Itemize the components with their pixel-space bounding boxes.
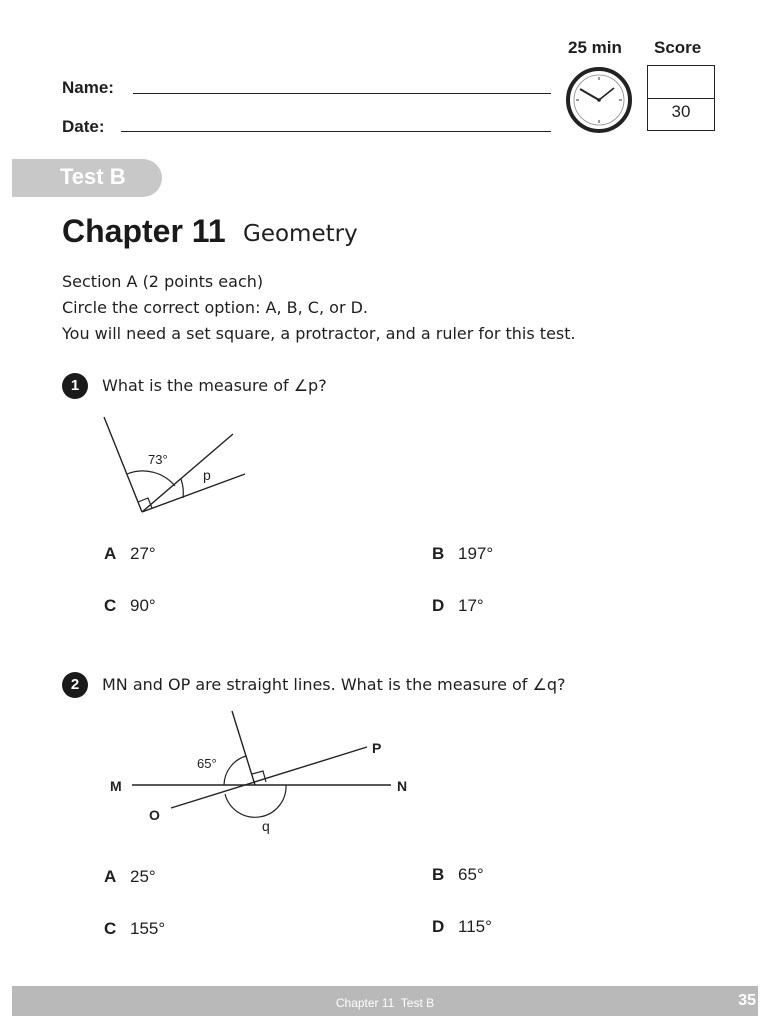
time-limit-label: 25 min — [568, 38, 622, 57]
question-2-figure — [105, 705, 415, 840]
option-letter: D — [432, 596, 445, 615]
option-letter: C — [104, 919, 117, 938]
date-field[interactable] — [121, 131, 551, 132]
date-label: Date: — [62, 117, 105, 136]
option-value: 90° — [130, 596, 156, 615]
point-o-label: O — [149, 807, 160, 823]
question-2-option-d[interactable] — [432, 917, 492, 937]
question-2-option-a[interactable] — [104, 867, 156, 887]
instruction-section: Section A (2 points each) — [62, 272, 264, 291]
option-value: 197° — [458, 544, 494, 563]
question-1-option-b[interactable] — [432, 544, 493, 564]
option-value: 27° — [130, 544, 156, 563]
option-value: 17° — [458, 596, 484, 615]
question-1-figure — [95, 410, 255, 520]
option-letter: A — [104, 867, 117, 886]
question-1-option-c[interactable] — [104, 596, 156, 616]
instruction-tools: You will need a set square, a protractor, and a ruler for this test. — [62, 324, 576, 343]
score-divider — [648, 98, 714, 99]
point-m-label: M — [110, 778, 122, 794]
option-value: 155° — [130, 919, 166, 938]
question-1-unknown-label: p — [203, 467, 211, 483]
question-1-option-a[interactable] — [104, 544, 156, 564]
test-tab — [12, 159, 162, 197]
score-max: 30 — [671, 102, 691, 121]
option-value: 65° — [458, 865, 484, 884]
page-number: 35 — [738, 992, 756, 1009]
score-box[interactable] — [647, 65, 715, 131]
question-1-angle-label: 73° — [148, 452, 168, 467]
question-2-number: 2 — [62, 672, 88, 698]
question-2-option-c[interactable] — [104, 919, 165, 939]
point-n-label: N — [397, 778, 408, 794]
page-footer — [12, 986, 758, 1016]
option-letter: C — [104, 596, 117, 615]
chapter-subtitle: Geometry — [243, 221, 358, 247]
question-2-option-b[interactable] — [432, 865, 484, 885]
question-2-text: MN and OP are straight lines. What is the measure of ∠q? — [102, 675, 566, 694]
question-2-unknown-label: q — [262, 818, 270, 834]
point-p-label: P — [372, 740, 382, 756]
option-value: 115° — [458, 917, 492, 936]
clock-icon — [564, 67, 634, 133]
question-1-number: 1 — [62, 373, 88, 399]
option-value: 25° — [130, 867, 156, 886]
name-label: Name: — [62, 78, 114, 97]
option-letter: A — [104, 544, 117, 563]
question-1-option-d[interactable] — [432, 596, 484, 616]
option-letter: B — [432, 544, 445, 563]
footer-title: Chapter 11 Test B — [335, 996, 435, 1010]
question-2-angle-label: 65° — [197, 756, 217, 771]
score-label: Score — [654, 38, 702, 57]
option-letter: D — [432, 917, 445, 936]
question-1-text: What is the measure of ∠p? — [102, 376, 327, 395]
option-letter: B — [432, 865, 445, 884]
test-tab-label: Test B — [60, 164, 126, 189]
chapter-title: Chapter 11 — [62, 213, 226, 249]
instruction-circle: Circle the correct option: A, B, C, or D. — [62, 298, 369, 317]
name-field[interactable] — [133, 93, 551, 94]
